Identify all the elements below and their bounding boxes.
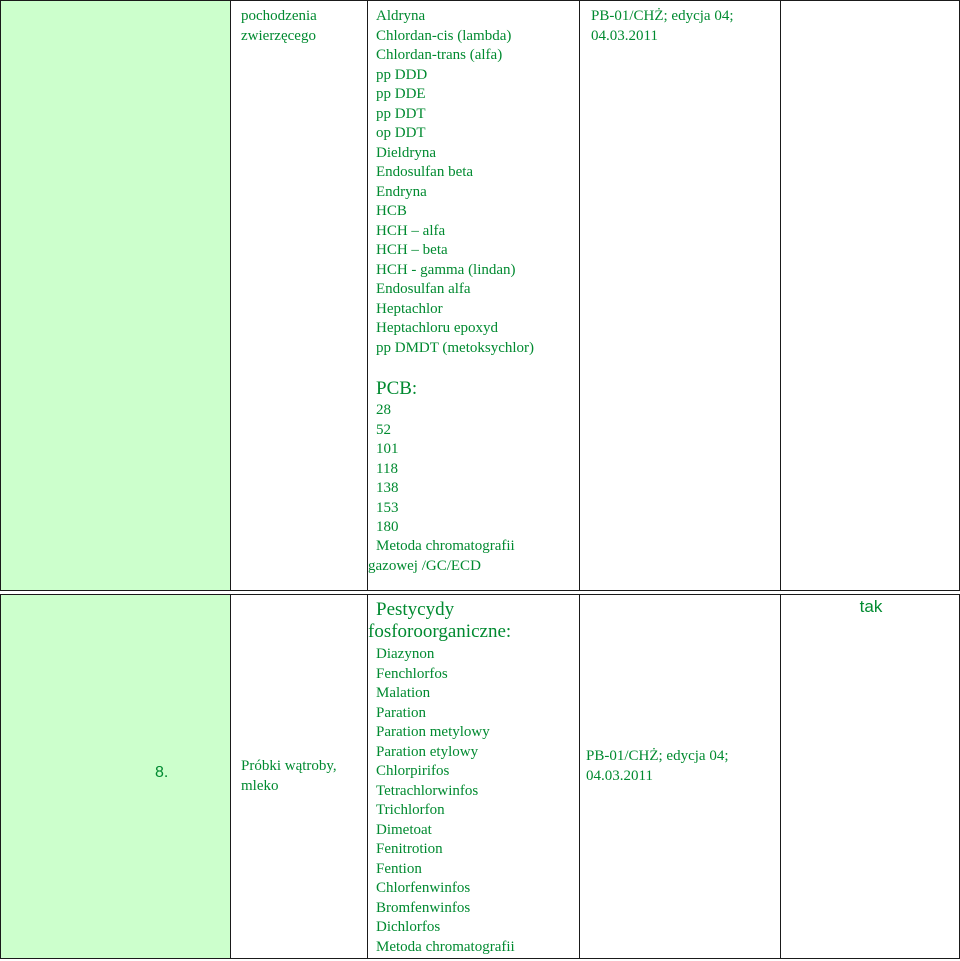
- analyte-item: HCH – alfa: [376, 222, 446, 239]
- analyte-item: op DDT: [376, 125, 426, 141]
- analyte-item: Chlordan-cis (lambda): [376, 27, 512, 44]
- row8-sample-cell: [230, 594, 368, 959]
- analyte-item: pp DMDT (metoksychlor): [376, 339, 535, 356]
- method-text-line1: Metoda chromatografii: [376, 538, 515, 554]
- reference-text: PB-01/CHŻ; edycja 04; 04.03.2011: [586, 748, 729, 784]
- sample-text: Próbki wątroby, mleko: [241, 758, 337, 794]
- pcb-congener-item: 153: [376, 499, 399, 516]
- analyte-item: Tetrachlorwinfos: [376, 782, 479, 799]
- top-number-cell: [0, 0, 231, 591]
- analyte-item: Paration metylowy: [376, 724, 490, 740]
- op-pesticides-heading-line1: Pestycydy: [376, 599, 455, 620]
- analyte-item: Trichlorfon: [376, 802, 445, 818]
- analyte-item: Paration etylowy: [376, 743, 479, 760]
- analyte-item: pp DDT: [376, 105, 426, 122]
- analyte-item: Aldryna: [376, 8, 426, 24]
- row8-number-cell: [0, 594, 231, 959]
- top-category-cell: [230, 0, 368, 591]
- pcb-congener-item: 28: [376, 402, 391, 418]
- reference-text: PB-01/CHŻ; edycja 04; 04.03.2011: [591, 8, 734, 44]
- analyte-item: Fenchlorfos: [376, 665, 448, 682]
- method-text-line2: gazowej /GC/ECD: [368, 558, 481, 574]
- analyte-item: Malation: [376, 685, 431, 701]
- analyte-item: pp DDD: [376, 66, 428, 83]
- pcb-congener-item: 118: [376, 460, 398, 477]
- analyte-item: Chlorfenwinfos: [376, 880, 471, 896]
- pcb-congener-item: 138: [376, 480, 399, 496]
- analyte-item: Metoda chromatografii: [376, 938, 515, 955]
- analyte-item: pp DDE: [376, 86, 426, 102]
- analyte-item: Chlorpirifos: [376, 763, 450, 779]
- analyte-item: Chlordan-trans (alfa): [376, 47, 503, 63]
- pcb-congener-item: 101: [376, 441, 399, 457]
- accreditation-value: tak: [859, 597, 883, 616]
- pcb-congener-list: [376, 401, 399, 538]
- analyte-item: Dichlorfos: [376, 919, 441, 935]
- analyte-item: Diazynon: [376, 646, 435, 662]
- analyte-item: Paration: [376, 704, 426, 721]
- analyte-item: HCB: [376, 203, 407, 219]
- top-accreditation-cell: [780, 0, 960, 591]
- analyte-item: Heptachlor: [376, 300, 443, 317]
- top-reference-cell: [579, 0, 781, 591]
- pcb-congener-item: 180: [376, 519, 399, 535]
- analyte-item: HCH – beta: [376, 242, 448, 258]
- analyte-item: Heptachloru epoxyd: [376, 320, 499, 336]
- row8-accreditation-cell: [780, 594, 960, 959]
- row8-analytes-cell: [367, 594, 580, 959]
- row-number: 8.: [155, 764, 169, 781]
- organophosphate-analyte-list: [376, 645, 515, 957]
- analyte-item: Endosulfan beta: [376, 164, 474, 180]
- analyte-item: Bromfenwinfos: [376, 899, 471, 916]
- analyte-item: Dieldryna: [376, 144, 436, 161]
- organochlorine-analyte-list: [376, 7, 534, 358]
- category-text: pochodzenia zwierzęcego: [241, 8, 317, 44]
- row8-reference-cell: [579, 594, 781, 959]
- top-analytes-cell: [367, 0, 580, 591]
- pcb-heading: PCB:: [376, 378, 418, 399]
- analyte-item: Fention: [376, 860, 422, 877]
- analyte-item: Endryna: [376, 183, 427, 200]
- analyte-item: Endosulfan alfa: [376, 281, 471, 297]
- analyte-item: Dimetoat: [376, 821, 432, 838]
- analyte-item: HCH - gamma (lindan): [376, 261, 516, 278]
- analyte-item: Fenitrotion: [376, 841, 443, 857]
- op-pesticides-heading-line2: fosforoorganiczne:: [368, 621, 512, 642]
- pcb-congener-item: 52: [376, 421, 391, 438]
